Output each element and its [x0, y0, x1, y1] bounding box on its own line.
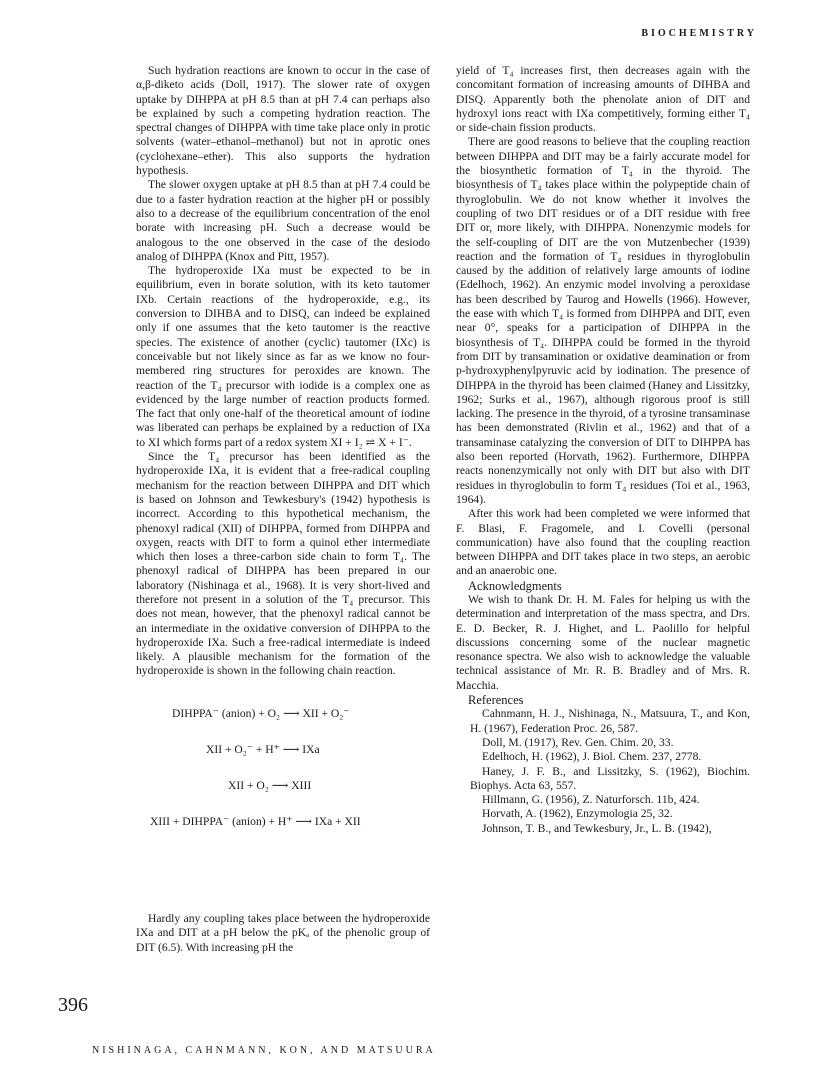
reference-list: [456, 707, 750, 836]
journal-header: BIOCHEMISTRY: [641, 28, 757, 39]
references-heading: References: [468, 693, 524, 708]
equation: XIII + DIHPPA⁻ (anion) + H⁺ ⟶ IXa + XII: [150, 815, 361, 828]
reference: Doll, M. (1917), Rev. Gen. Chim. 20, 33.: [482, 735, 674, 749]
equation: DIHPPA⁻ (anion) + O₂ ⟶ XII + O₂⁻: [172, 707, 350, 720]
paragraph: After this work had been completed we were informed that F. Blasi, F. Fragomele, and I. Covelli (personal communication) have also found that the coupling reaction between DIHPPA and DIT takes place in two steps, an aerobic and an anaerobic one.: [456, 507, 750, 578]
paragraph: yield of T₄ increases first, then decreases again with the concomitant formation of increasing amounts of DIHBA and DISQ. Apparently both the phenolate anion of DIT and hydroxyl ions react with IXa competitively, forming either T₄ or side-chain fission products.: [456, 64, 750, 135]
footer-authors: NISHINAGA, CAHNMANN, KON, AND MATSUURA: [92, 1045, 436, 1056]
paragraph: Since the T₄ precursor has been identified as the hydroperoxide IXa, it is evident that a free-radical coupling mechanism for the reaction between DIHPPA and DIT which is based on Johnson and Tewkesbury's (1942) hypothesis is incorrect. According to this hypothetical mechanism, the phenoxyl radical (XII) of DIHPPA, formed from DIHPPA and oxygen, reacts with DIT to form a quinol ether intermediate which then loses a three-carbon side chain to form T₄. The phenoxyl radical of DIHPPA has been prepared in our laboratory (Nishinaga et al., 1968). It is very short-lived and therefore not present in a solution of the T₄ precursor. This does not mean, however, that the phenoxyl radical cannot be an intermediate in the oxidative conversion of DIHPPA to the hydroperoxide IXa. Such a free-radical intermediate is indeed likely. A plausible mechanism for the formation of the hydroperoxide is shown in the following chain reaction.: [136, 450, 430, 678]
paragraph: Such hydration reactions are known to occur in the case of α,β-diketo acids (Doll, 1917). The slower rate of oxygen uptake by DIHPPA at pH 8.5 than at pH 7.4 can perhaps also be explained by such a competing hydration reaction. The spectral changes of DIHPPA with time take place only in protic solvents (water–ethanol–methanol) but not in aprotic ones (cyclohexane–ether). This also supports the hydration hypothesis.: [136, 64, 430, 178]
reference: Horvath, A. (1962), Enzymologia 25, 32.: [482, 807, 673, 821]
reference: Haney, J. F. B., and Lissitzky, S. (1962), Biochim. Biophys. Acta 63, 557.: [470, 764, 750, 792]
left-column-continued: [136, 912, 430, 955]
acknowledgments-heading: Acknowledgments: [468, 578, 562, 593]
reference: Johnson, T. B., and Tewkesbury, Jr., L. B. (1942),: [482, 821, 712, 835]
reference: Hillmann, G. (1956), Z. Naturforsch. 11b, 424.: [482, 793, 700, 807]
page-number: 396: [58, 994, 88, 1016]
equation: XII + O₂⁻ + H⁺ ⟶ IXa: [206, 743, 320, 756]
right-column: [456, 64, 750, 836]
reference: Edelhoch, H. (1962), J. Biol. Chem. 237, 2778.: [482, 750, 702, 764]
paragraph: There are good reasons to believe that the coupling reaction between DIHPPA and DIT may be a fairly accurate model for the biosynthetic formation of T₄ in the thyroid. The biosynthesis of T₄ takes place within the polypeptide chain of thyroglobulin. We do not know whether it involves the coupling of two DIT residues or of a DIT residue with free DIT or, more likely, with DIHPPA. Nonenzymic models for the self-coupling of DIT are the von Mutzenbecher (1939) reaction and the formation of T₄ residues in thyroglobulin caused by the addition of relatively large amounts of iodine (Edelhoch, 1962). An enzymic model involving a peroxidase has been described by Taurog and Howells (1966). However, the ease with which T₄ is formed from DIHPPA and DIT, even near 0°, speaks for a participation of DIHPPA in the biosynthesis of T₄. DIHPPA could be formed in the thyroid from DIT by transamination or oxidative deamination or from p-hydroxyphenylpyruvic acid by iodination. The presence of DIHPPA in the thyroid has been claimed (Haney and Lissitzky, 1962; Surks et al., 1967), although rigorous proof is still lacking. The presence in the thyroid, of a tyrosine transaminase has been demonstrated (Rivlin et al., 1962) and that of a transaminase catalyzing the conversion of DIT to DIHPPA has also been reported (Horvath, 1962). Furthermore, DIHPPA reacts nonenzymically not only with DIT but also with DIT residues in thyroglobulin to form T₄ residues (Toi et al., 1963, 1964).: [456, 135, 750, 506]
reference: Cahnmann, H. J., Nishinaga, N., Matsuura, T., and Kon, H. (1967), Federation Proc. 26, 587.: [470, 707, 750, 735]
acknowledgments-text: We wish to thank Dr. H. M. Fales for helping us with the determination and interpretation of the mass spectra, and Drs. E. D. Becker, R. J. Highet, and L. Paolillo for helpful discussions concerning some of the nuclear magnetic resonance spectra. We also wish to acknowledge the valuable technical assistance of Mr. R. B. Bradley and of Mrs. R. Macchia.: [456, 592, 750, 692]
paragraph: Hardly any coupling takes place between the hydroperoxide IXa and DIT at a pH below the pKₐ of the phenolic group of DIT (6.5). With increasing pH the: [136, 912, 430, 954]
left-column: [136, 64, 430, 679]
paragraph: The hydroperoxide IXa must be expected to be in equilibrium, even in borate solution, with its keto tautomer IXb. Certain reactions of the hydroperoxide, e.g., its conversion to DIHBA and to DISQ, can indeed be explained only if one assumes that the keto tautomer is the reactive species. The existence of another (cyclic) tautomer (IXc) is conceivable but not likely since as far as we know no four-membered ring structures for peroxides are known. The reaction of the T₄ precursor with iodide is a complex one as evidenced by the large number of reaction products formed. The fact that only one-half of the theoretical amount of iodine was liberated can perhaps be explained by a reduction of IXa to XI which forms part of a redox system XI + I₂ ⇌ X + I⁻.: [136, 264, 430, 449]
equation: XII + O₂ ⟶ XIII: [228, 779, 312, 792]
paragraph: The slower oxygen uptake at pH 8.5 than at pH 7.4 could be due to a faster hydration reaction at the higher pH or possibly also to a decrease of the equilibrium concentration of the enol borate with increasing pH. Such a decrease would be analogous to the one observed in the case of the desiodo analog of DIHPPA (Knox and Pitt, 1957).: [136, 178, 430, 263]
